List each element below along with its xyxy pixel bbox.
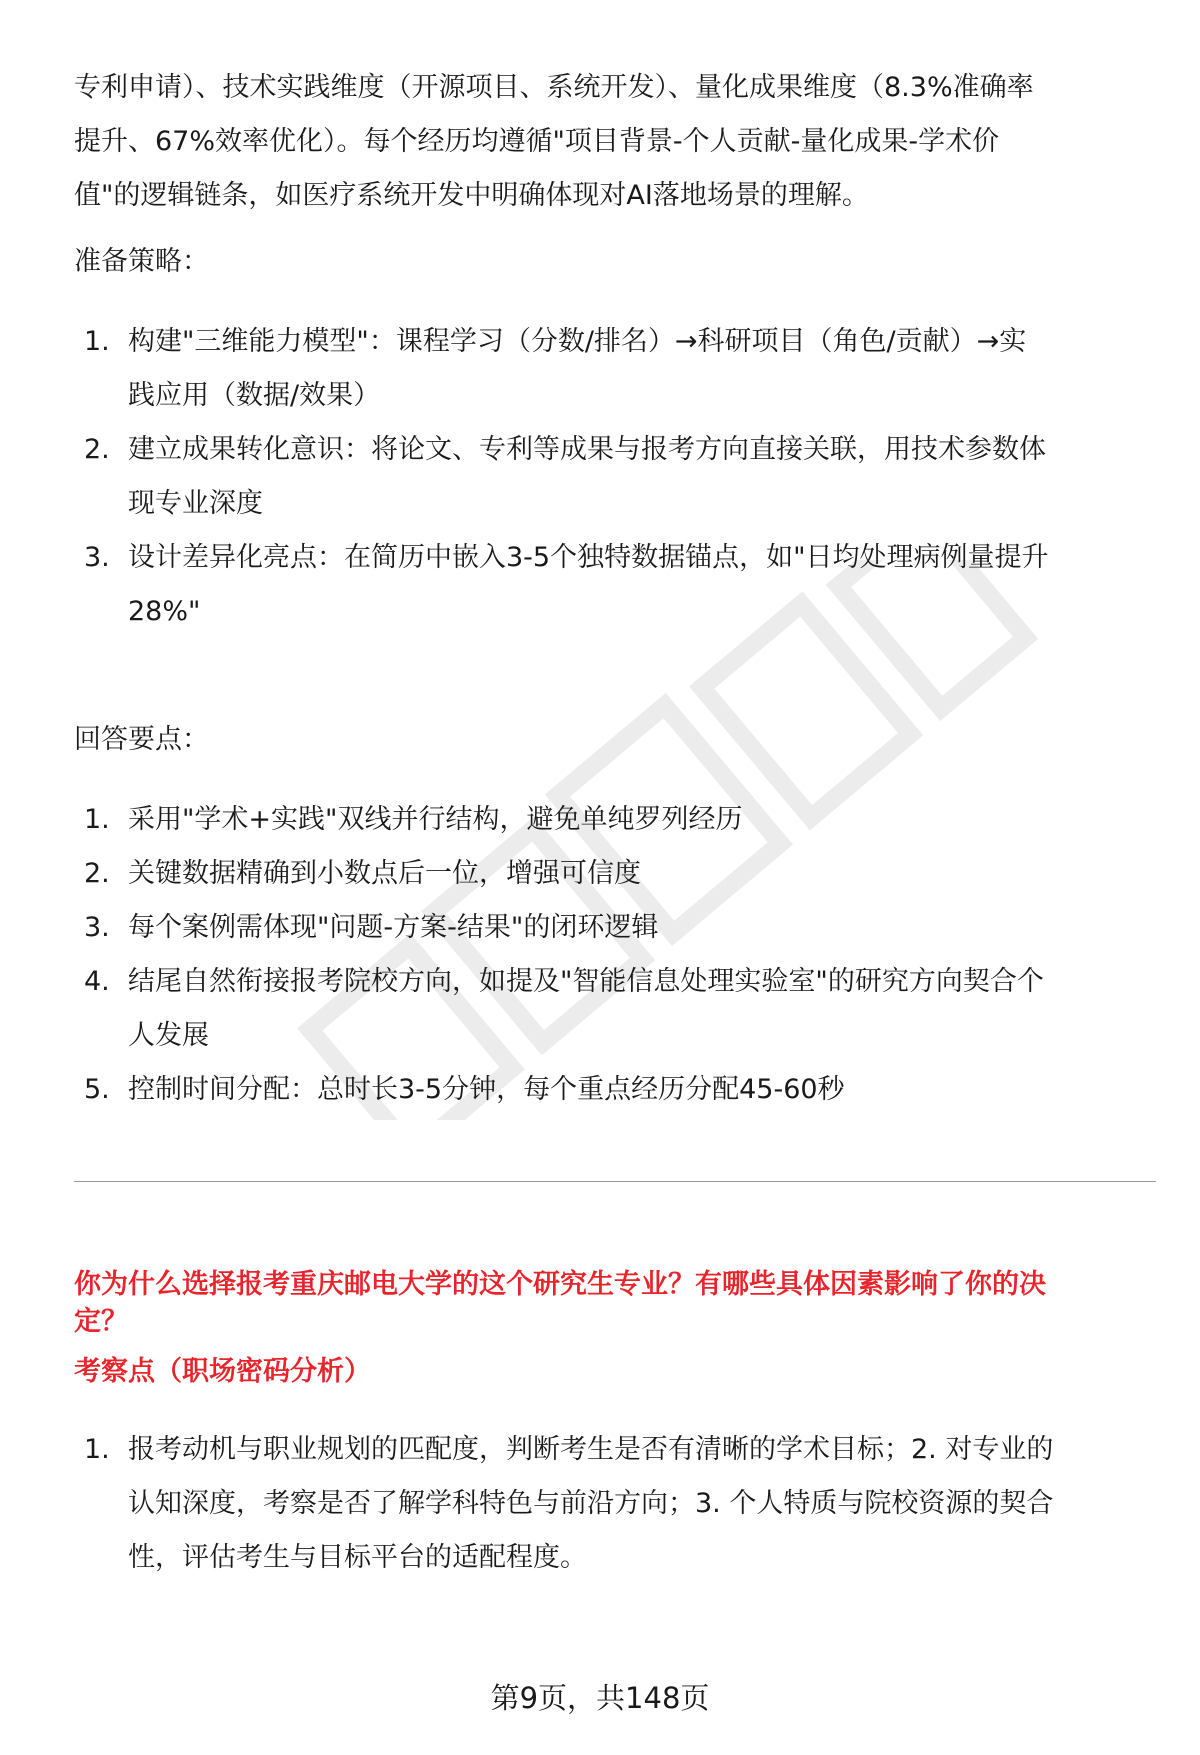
list-item-text-cont: 认知深度，考察是否了解学科特色与前沿方向；3. 个人特质与院校资源的契合 [128, 1488, 1054, 1519]
list-item-number: 2. [84, 434, 110, 465]
list-item [74, 1420, 1156, 1587]
list-item [74, 1060, 1156, 1119]
list-item [74, 844, 1156, 903]
list-item-text: 报考动机与职业规划的匹配度，判断考生是否有清晰的学术目标；2. 对专业的 [128, 1434, 1054, 1465]
intro-paragraph [74, 58, 1156, 225]
list-item [74, 528, 1156, 641]
interview-question [74, 1266, 1156, 1340]
list-item-text: 结尾自然衔接报考院校方向，如提及"智能信息处理实验室"的研究方向契合个 [128, 966, 1044, 997]
prep-strategy-list [74, 312, 1156, 641]
list-item-number: 1. [84, 326, 110, 357]
list-item [74, 952, 1156, 1065]
list-item [74, 420, 1156, 533]
list-item [74, 898, 1156, 957]
list-item-number: 1. [84, 804, 110, 835]
list-item-text: 每个案例需体现"问题-方案-结果"的闭环逻辑 [128, 912, 659, 943]
list-item-text-cont: 性，评估考生与目标平台的适配程度。 [128, 1542, 587, 1573]
list-item [74, 312, 1156, 425]
list-item [74, 790, 1156, 849]
section-divider [74, 1181, 1156, 1182]
list-item-text: 控制时间分配：总时长3-5分钟，每个重点经历分配45-60秒 [128, 1074, 845, 1105]
list-item-text-cont: 28%" [128, 596, 201, 627]
list-item-number: 1. [84, 1434, 110, 1465]
intro-line-1: 专利申请）、技术实践维度（开源项目、系统开发）、量化成果维度（8.3%准确率 [74, 72, 1034, 103]
intro-line-2: 提升、67%效率优化）。每个经历均遵循"项目背景-个人贡献-量化成果-学术价 [74, 126, 1000, 157]
examination-points-list [74, 1420, 1156, 1587]
list-item-text-cont: 现专业深度 [128, 488, 263, 519]
list-item-text: 采用"学术+实践"双线并行结构，避免单纯罗列经历 [128, 804, 743, 835]
prep-strategy-label: 准备策略： [74, 246, 209, 277]
question-line-1: 你为什么选择报考重庆邮电大学的这个研究生专业？有哪些具体因素影响了你的决 [74, 1269, 1046, 1300]
list-item-number: 2. [84, 858, 110, 889]
list-item-text: 关键数据精确到小数点后一位，增强可信度 [128, 858, 641, 889]
list-item-text: 设计差异化亮点：在简历中嵌入3-5个独特数据锚点，如"日均处理病例量提升 [128, 542, 1049, 573]
list-item-number: 3. [84, 912, 110, 943]
list-item-number: 4. [84, 966, 110, 997]
question-line-2: 定？ [74, 1306, 128, 1337]
list-item-text: 构建"三维能力模型"：课程学习（分数/排名）→科研项目（角色/贡献）→实 [128, 326, 1027, 357]
examination-points-heading: 考察点（职场密码分析） [74, 1356, 371, 1387]
list-item-text: 建立成果转化意识：将论文、专利等成果与报考方向直接关联，用技术参数体 [128, 434, 1046, 465]
list-item-text-cont: 践应用（数据/效果） [128, 380, 381, 411]
intro-line-3: 值"的逻辑链条，如医疗系统开发中明确体现对AI落地场景的理解。 [74, 180, 869, 211]
page-number-footer: 第9页，共148页 [490, 1681, 710, 1715]
list-item-text-cont: 人发展 [128, 1020, 209, 1051]
list-item-number: 5. [84, 1074, 110, 1105]
list-item-number: 3. [84, 542, 110, 573]
answer-points-list [74, 790, 1156, 1119]
answer-points-label: 回答要点： [74, 724, 209, 755]
